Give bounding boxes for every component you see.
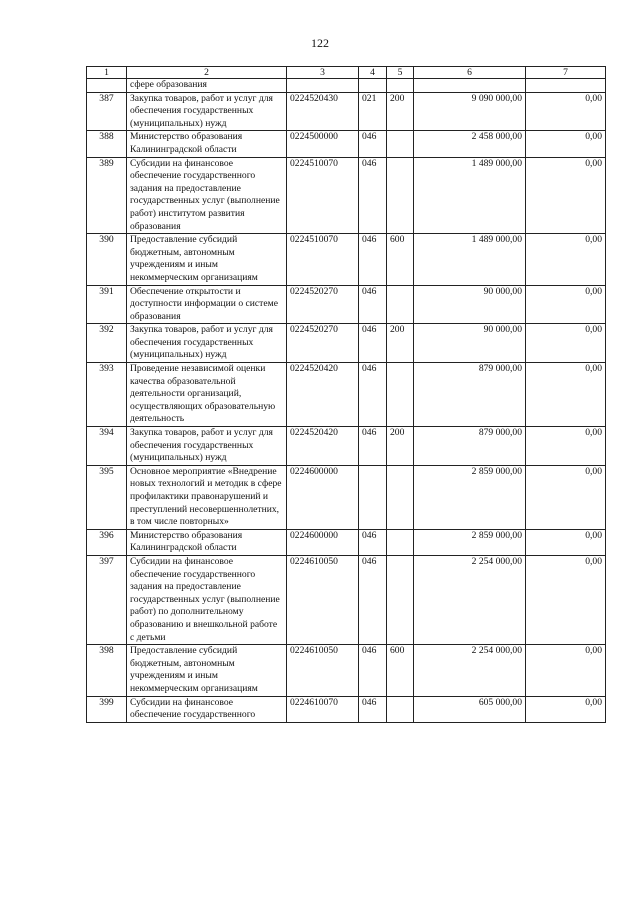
amount-2-cell: 0,00 (526, 285, 606, 324)
amount-2-cell: 0,00 (526, 92, 606, 131)
amount-cell: 879 000,00 (414, 427, 526, 466)
row-name-cell: Закупка товаров, работ и услуг для обеспечения государственных (муниципальных) нужд (127, 92, 287, 131)
table-row (87, 696, 606, 722)
row-name-cell: Министерство образования Калининградской области (127, 529, 287, 555)
table-row (87, 92, 606, 131)
amount-2-cell: 0,00 (526, 529, 606, 555)
amount-cell: 90 000,00 (414, 324, 526, 363)
table-row (87, 234, 606, 285)
row-number-cell: 394 (87, 427, 127, 466)
row-name-cell: Обеспечение открытости и доступности информации о системе образования (127, 285, 287, 324)
ministry-code-cell: 046 (359, 285, 387, 324)
amount-cell: 2 859 000,00 (414, 465, 526, 529)
header-cell: 4 (359, 67, 387, 79)
expense-type-code-cell (387, 529, 414, 555)
target-code-cell: 0224520270 (287, 285, 359, 324)
ministry-code-cell: 046 (359, 645, 387, 696)
row-number-cell: 393 (87, 363, 127, 427)
page-number: 122 (311, 36, 329, 50)
target-code-cell: 0224520420 (287, 363, 359, 427)
amount-cell: 1 489 000,00 (414, 157, 526, 234)
row-number-cell: 387 (87, 92, 127, 131)
row-name-cell: Предоставление субсидий бюджетным, автономным учреждениям и иным некоммерческим организациям (127, 234, 287, 285)
amount-cell: 2 254 000,00 (414, 645, 526, 696)
amount-2-cell: 0,00 (526, 696, 606, 722)
row-number-cell: 398 (87, 645, 127, 696)
target-code-cell: 0224520270 (287, 324, 359, 363)
table-row (87, 555, 606, 644)
row-name-cell: Закупка товаров, работ и услуг для обеспечения государственных (муниципальных) нужд (127, 427, 287, 466)
ministry-code-cell: 046 (359, 131, 387, 157)
amount-cell: 90 000,00 (414, 285, 526, 324)
ministry-code-cell: 046 (359, 234, 387, 285)
amount-cell: 2 458 000,00 (414, 131, 526, 157)
row-number-cell: 396 (87, 529, 127, 555)
header-cell: 7 (526, 67, 606, 79)
amount-cell: 1 489 000,00 (414, 234, 526, 285)
amount-2-cell: 0,00 (526, 645, 606, 696)
expense-type-code-cell (387, 131, 414, 157)
expense-type-code-cell (387, 79, 414, 93)
row-number-cell: 392 (87, 324, 127, 363)
target-code-cell: 0224600000 (287, 529, 359, 555)
amount-2-cell: 0,00 (526, 555, 606, 644)
target-code-cell: 0224610050 (287, 645, 359, 696)
amount-2-cell: 0,00 (526, 157, 606, 234)
row-number-cell: 390 (87, 234, 127, 285)
amount-2-cell: 0,00 (526, 363, 606, 427)
expense-type-code-cell: 200 (387, 92, 414, 131)
target-code-cell: 0224610070 (287, 696, 359, 722)
table-row (87, 645, 606, 696)
row-number-cell: 395 (87, 465, 127, 529)
expense-type-code-cell (387, 696, 414, 722)
header-cell: 3 (287, 67, 359, 79)
table-row (87, 324, 606, 363)
expense-type-code-cell: 200 (387, 427, 414, 466)
row-name-cell: Министерство образования Калининградской области (127, 131, 287, 157)
target-code-cell: 0224510070 (287, 157, 359, 234)
expense-type-code-cell: 600 (387, 234, 414, 285)
ministry-code-cell: 046 (359, 696, 387, 722)
target-code-cell: 0224510070 (287, 234, 359, 285)
amount-cell (414, 79, 526, 93)
row-name-cell: Закупка товаров, работ и услуг для обеспечения государственных (муниципальных) нужд (127, 324, 287, 363)
table-row (87, 131, 606, 157)
amount-cell: 9 090 000,00 (414, 92, 526, 131)
header-cell: 2 (127, 67, 287, 79)
expense-type-code-cell (387, 555, 414, 644)
table-row (87, 427, 606, 466)
ministry-code-cell (359, 79, 387, 93)
table-row (87, 79, 606, 93)
row-number-cell: 391 (87, 285, 127, 324)
table-body (87, 79, 606, 723)
table-row (87, 157, 606, 234)
table-row (87, 529, 606, 555)
amount-cell: 2 254 000,00 (414, 555, 526, 644)
amount-2-cell: 0,00 (526, 427, 606, 466)
ministry-code-cell: 046 (359, 427, 387, 466)
row-number-cell: 397 (87, 555, 127, 644)
expense-type-code-cell (387, 363, 414, 427)
row-name-cell: Субсидии на финансовое обеспечение государственного задания на предоставление государственных услуг (выполнение работ) институтом развития образования (127, 157, 287, 234)
amount-2-cell: 0,00 (526, 465, 606, 529)
ministry-code-cell: 021 (359, 92, 387, 131)
ministry-code-cell: 046 (359, 363, 387, 427)
target-code-cell: 0224610050 (287, 555, 359, 644)
expense-type-code-cell (387, 465, 414, 529)
amount-2-cell: 0,00 (526, 324, 606, 363)
amount-cell: 879 000,00 (414, 363, 526, 427)
target-code-cell: 0224520420 (287, 427, 359, 466)
row-name-cell: Субсидии на финансовое обеспечение государственного (127, 696, 287, 722)
target-code-cell: 0224520430 (287, 92, 359, 131)
header-cell: 6 (414, 67, 526, 79)
amount-2-cell: 0,00 (526, 131, 606, 157)
ministry-code-cell: 046 (359, 555, 387, 644)
row-number-cell: 388 (87, 131, 127, 157)
header-row (87, 67, 606, 79)
expense-type-code-cell (387, 157, 414, 234)
budget-table (86, 66, 606, 723)
target-code-cell: 0224600000 (287, 465, 359, 529)
amount-cell: 2 859 000,00 (414, 529, 526, 555)
table-row (87, 363, 606, 427)
row-name-cell: Предоставление субсидий бюджетным, автономным учреждениям и иным некоммерческим организациям (127, 645, 287, 696)
table-row (87, 285, 606, 324)
target-code-cell: 0224500000 (287, 131, 359, 157)
row-number-cell: 399 (87, 696, 127, 722)
ministry-code-cell: 046 (359, 529, 387, 555)
header-cell: 1 (87, 67, 127, 79)
expense-type-code-cell (387, 285, 414, 324)
table-row (87, 465, 606, 529)
ministry-code-cell (359, 465, 387, 529)
row-number-cell (87, 79, 127, 93)
row-name-cell: Субсидии на финансовое обеспечение государственного задания на предоставление государственных услуг (выполнение работ) по дополнительному образованию и внешкольной работе с детьми (127, 555, 287, 644)
header-cell: 5 (387, 67, 414, 79)
ministry-code-cell: 046 (359, 157, 387, 234)
ministry-code-cell: 046 (359, 324, 387, 363)
amount-cell: 605 000,00 (414, 696, 526, 722)
amount-2-cell (526, 79, 606, 93)
target-code-cell (287, 79, 359, 93)
row-name-cell: Проведение независимой оценки качества образовательной деятельности организаций, осуществляющих образовательную деятельность (127, 363, 287, 427)
row-name-cell: сфере образования (127, 79, 287, 93)
row-name-cell: Основное мероприятие «Внедрение новых технологий и методик в сфере профилактики правонарушений и преступлений несовершеннолетних, в том числе повторных» (127, 465, 287, 529)
row-number-cell: 389 (87, 157, 127, 234)
expense-type-code-cell: 600 (387, 645, 414, 696)
amount-2-cell: 0,00 (526, 234, 606, 285)
expense-type-code-cell: 200 (387, 324, 414, 363)
